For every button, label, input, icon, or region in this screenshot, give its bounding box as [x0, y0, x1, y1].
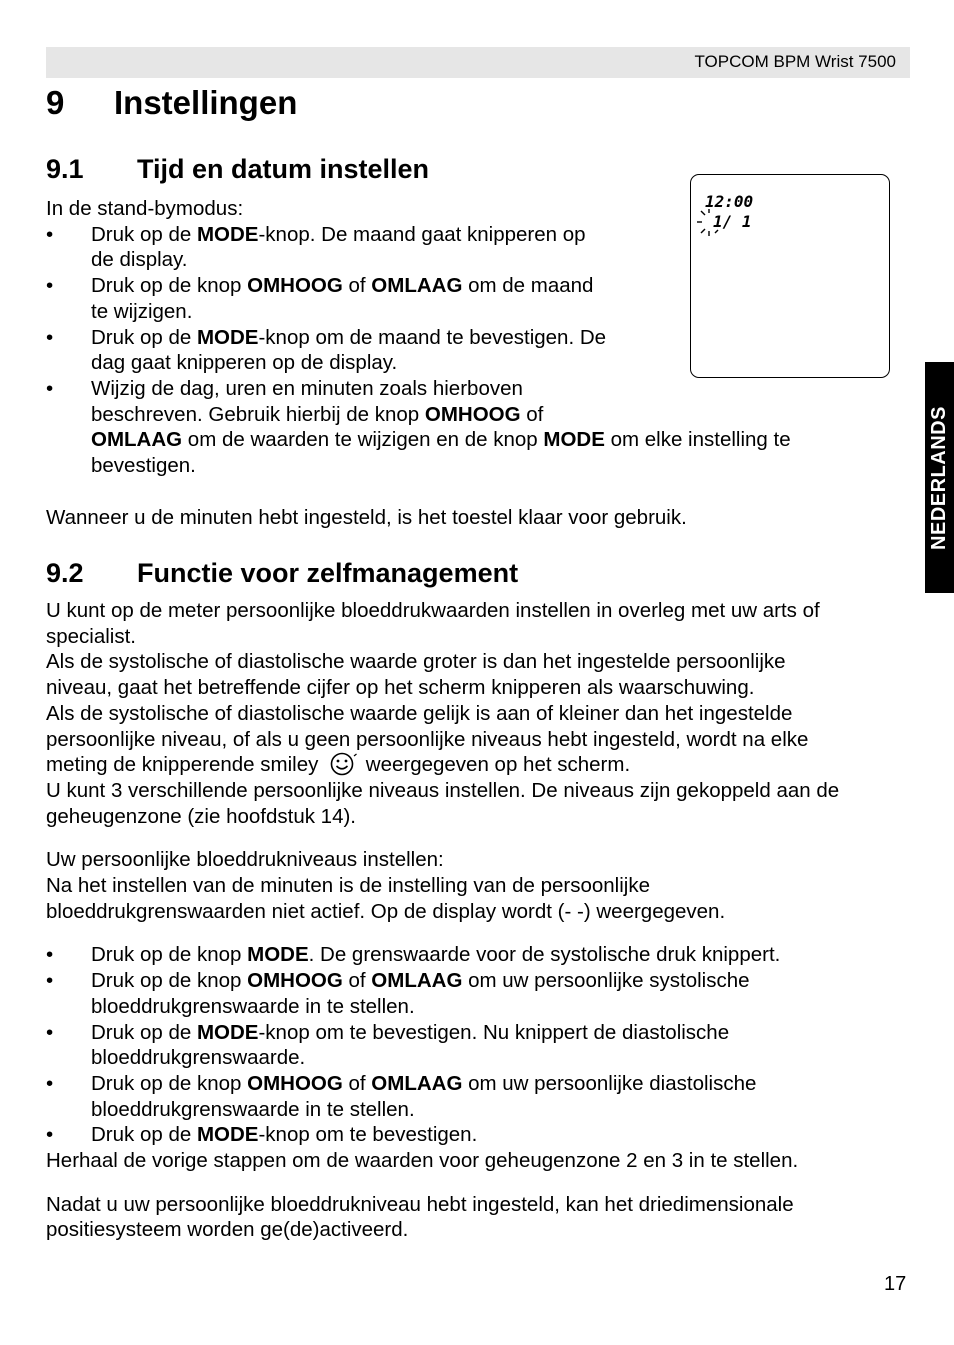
paragraph-2: Uw persoonlijke bloeddrukniveaus instellen: Na het instellen van de minuten is de instelling van de persoonlijke bloeddrukgrenswaarden niet actief. Op de display wordt (- -) weergegeven. — [46, 848, 726, 923]
list-item: • Druk op de knop OMHOOG of OMLAAG om uw persoonlijke diastolische bloeddrukgrenswaarde in te stellen. — [46, 1071, 916, 1122]
section-1-body — [46, 196, 666, 376]
section-1-closing: Wanneer u de minuten hebt ingesteld, is het toestel klaar voor gebruik. — [46, 506, 687, 529]
section-number: 9.2 — [46, 558, 84, 588]
section-2-body — [46, 598, 916, 1243]
section-title: Functie voor zelfmanagement — [137, 558, 519, 588]
paragraph-3: Nadat u uw persoonlijke bloeddrukniveau hebt ingesteld, kan het driedimensionale positiesysteem worden ge(de)activeerd. — [46, 1192, 794, 1242]
header-bar — [46, 47, 910, 78]
section-number: 9.1 — [46, 154, 84, 184]
intro-text: In de stand-bymodus: — [46, 197, 244, 220]
time-date-steps — [46, 222, 666, 376]
language-tab — [925, 362, 954, 593]
list-item: • Druk op de knop MODE. De grenswaarde voor de systolische druk knippert. — [46, 942, 916, 968]
list-item: • Druk op de MODE-knop om de maand te bevestigen. De dag gaat knipperen op de display. — [46, 325, 666, 376]
smiley-icon — [327, 752, 357, 776]
list-item: • Wijzig de dag, uren en minuten zoals hierboven beschreven. Gebruik hierbij de knop OMHOOG of OMLAAG om de waarden te wijzigen en de knop MODE om elke instelling te bevestigen. — [46, 376, 876, 479]
paragraph-1: U kunt op de meter persoonlijke bloeddrukwaarden instellen in overleg met uw arts of specialist. Als de systolische of diastolische waarde groter is dan het ingestelde persoonlijke niveau, gaat het betreffende cijfer op het scherm knipperen als waarschuwing. Als de systolische of diastolische waarde gelijk is aan of kleiner dan het ingestelde persoonlijke niveau, of als u geen persoonlijke niveaus hebt ingesteld, wordt na elke meting de knipperende smiley weergegeven op het scherm. U kunt 3 verschillende persoonlijke niveaus instellen. De niveaus zijn gekoppeld aan de geheugenzone (zie hoofdstuk 14). — [46, 599, 840, 828]
chapter-number: 9 — [46, 84, 65, 121]
lcd-digits — [695, 189, 775, 259]
list-item: • Druk op de MODE-knop. De maand gaat knipperen op de display. — [46, 222, 666, 273]
language-label: NEDERLANDS — [927, 405, 950, 550]
lcd-date: 1/ 1 — [713, 212, 752, 231]
list-item: • Druk op de knop OMHOOG of OMLAAG om de maand te wijzigen. — [46, 273, 666, 324]
chapter-heading — [46, 82, 297, 124]
list-item: • Druk op de MODE-knop om te bevestigen. Nu knippert de diastolische bloeddrukgrenswaarde. — [46, 1020, 916, 1071]
lcd-display-illustration — [690, 174, 890, 378]
section-heading-9-1 — [46, 152, 429, 186]
header-product: TOPCOM BPM Wrist 7500 — [694, 52, 896, 71]
list-item: • Druk op de knop OMHOOG of OMLAAG om uw persoonlijke systolische bloeddrukgrenswaarde in te stellen. — [46, 968, 916, 1019]
page-number: 17 — [884, 1273, 907, 1295]
section-title: Tijd en datum instellen — [137, 154, 430, 184]
chapter-title: Instellingen — [114, 84, 298, 121]
self-management-steps — [46, 942, 916, 1148]
time-date-steps-cont — [46, 376, 876, 479]
lcd-time: 12:00 — [705, 192, 754, 211]
list-item: • Druk op de MODE-knop om te bevestigen. — [46, 1122, 916, 1148]
after-bullets-text: Herhaal de vorige stappen om de waarden voor geheugenzone 2 en 3 in te stellen. — [46, 1149, 799, 1173]
section-heading-9-2 — [46, 556, 518, 590]
